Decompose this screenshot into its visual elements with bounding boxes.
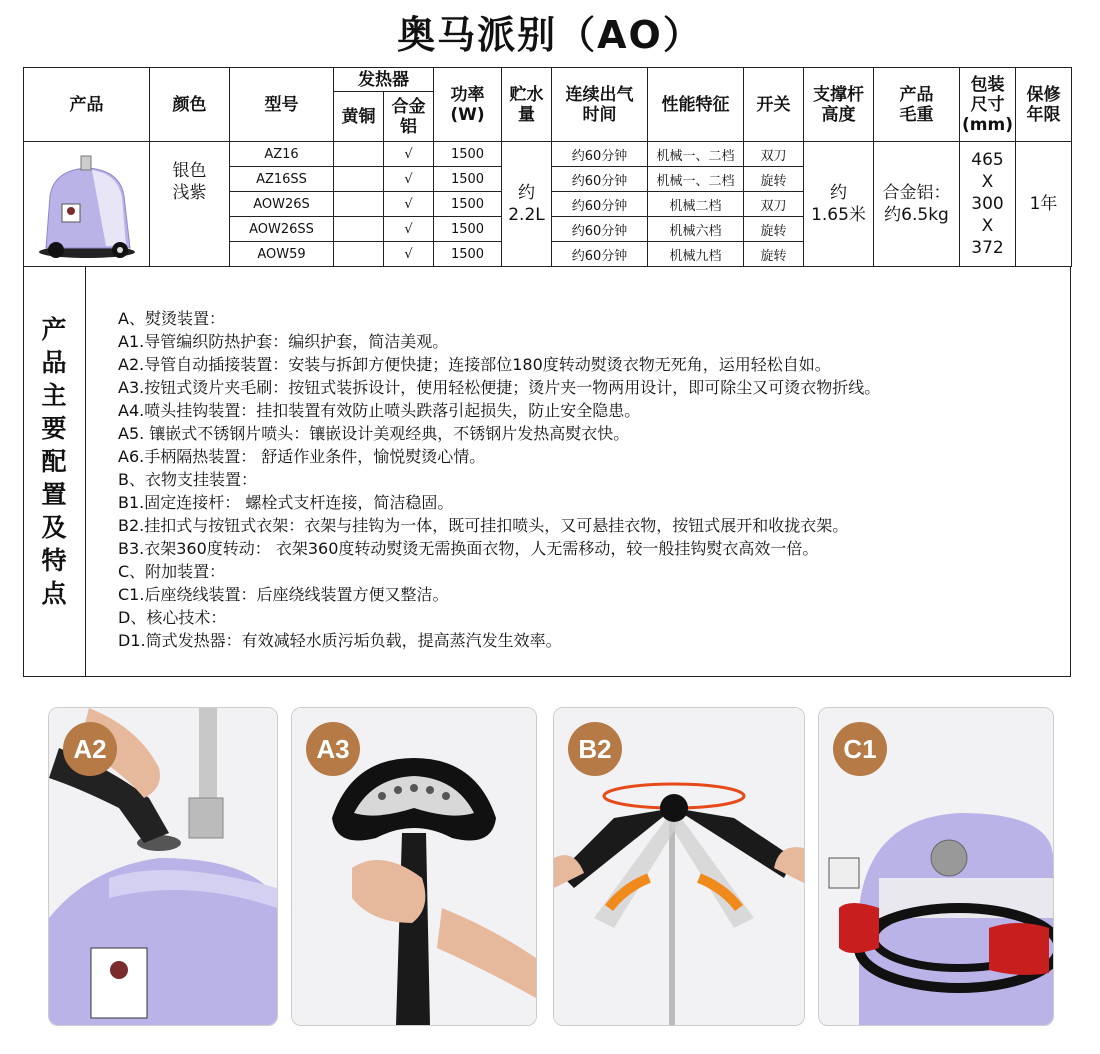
header-color: 颜色 <box>150 68 230 142</box>
switch-cell: 旋转 <box>744 242 804 267</box>
header-warranty: 保修 年限 <box>1016 68 1072 142</box>
feature-line: D1.筒式发热器：有效减轻水质污垢负载，提高蒸汽发生效率。 <box>118 631 562 650</box>
model-cell: AOW59 <box>230 242 334 267</box>
header-model: 型号 <box>230 68 334 142</box>
feature-line: D、核心技术： <box>118 608 227 627</box>
steamer-icon <box>32 148 142 260</box>
header-power: 功率 (W) <box>434 68 502 142</box>
pole-height-cell: 约 1.65米 <box>804 142 874 267</box>
steam-time-cell: 约60分钟 <box>552 142 648 167</box>
switch-cell: 旋转 <box>744 217 804 242</box>
color-cell: 银色 浅紫 <box>150 142 230 267</box>
power-cell: 1500 <box>434 167 502 192</box>
steam-time-cell: 约60分钟 <box>552 217 648 242</box>
feature-line: B、衣物支挂装置： <box>118 470 257 489</box>
steam-time-cell: 约60分钟 <box>552 192 648 217</box>
header-alloy: 合金 铝 <box>384 92 434 142</box>
feature-cell: 机械六档 <box>648 217 744 242</box>
header-brass: 黄铜 <box>334 92 384 142</box>
feature-line: B2.挂扣式与按钮式衣架：衣架与挂钩为一体，既可挂扣喷头，又可悬挂衣物，按钮式展开和收拢衣架。 <box>118 516 849 535</box>
header-feature: 性能特征 <box>648 68 744 142</box>
header-pole-height: 支撑杆 高度 <box>804 68 874 142</box>
header-product: 产品 <box>24 68 150 142</box>
photo-a2 <box>48 707 278 1026</box>
product-image <box>24 142 150 267</box>
alloy-cell: √ <box>384 217 434 242</box>
feature-line: A6.手柄隔热装置： 舒适作业条件，愉悦熨烫心情。 <box>118 447 486 466</box>
badge-a2: A2 <box>63 722 117 776</box>
header-steam-time: 连续出气 时间 <box>552 68 648 142</box>
side-label-char: 要 <box>41 414 67 443</box>
photo-strip <box>0 707 1100 1027</box>
side-label-char: 产 <box>41 315 67 344</box>
page-title: 奥马派别（AO） <box>397 13 703 57</box>
feature-line: C1.后座绕线装置：后座绕线装置方便又整洁。 <box>118 585 449 604</box>
badge-b2: B2 <box>568 722 622 776</box>
photo-b2 <box>553 707 805 1026</box>
switch-cell: 双刀 <box>744 192 804 217</box>
alloy-cell: √ <box>384 192 434 217</box>
header-package-size: 包装 尺寸 (mm) <box>960 68 1016 142</box>
feature-line: A3.按钮式烫片夹毛刷：按钮式装拆设计，使用轻松便捷；烫片夹一物两用设计，即可除尘又可烫衣物折线。 <box>118 378 881 397</box>
model-cell: AZ16 <box>230 142 334 167</box>
side-label-char: 点 <box>41 579 67 608</box>
side-label-char: 配 <box>41 447 67 476</box>
side-label-char: 品 <box>41 348 67 377</box>
model-cell: AOW26S <box>230 192 334 217</box>
photo-a3 <box>291 707 537 1026</box>
header-heater: 发热器 <box>334 68 434 92</box>
side-label-char: 置 <box>41 480 67 509</box>
model-cell: AZ16SS <box>230 167 334 192</box>
power-cell: 1500 <box>434 242 502 267</box>
feature-line: C、附加装置： <box>118 562 226 581</box>
switch-cell: 旋转 <box>744 167 804 192</box>
header-weight: 产品 毛重 <box>874 68 960 142</box>
brass-cell <box>334 167 384 192</box>
brass-cell <box>334 192 384 217</box>
power-cell: 1500 <box>434 142 502 167</box>
spec-table <box>23 67 1072 267</box>
power-cell: 1500 <box>434 192 502 217</box>
switch-cell: 双刀 <box>744 142 804 167</box>
brass-cell <box>334 142 384 167</box>
feature-line: A1.导管编织防热护套：编织护套，简洁美观。 <box>118 332 449 351</box>
photo-c1 <box>818 707 1054 1026</box>
feature-line: A5. 镶嵌式不锈钢片喷头：镶嵌设计美观经典，不锈钢片发热高熨衣快。 <box>118 424 630 443</box>
features-list <box>118 307 1058 652</box>
alloy-cell: √ <box>384 142 434 167</box>
warranty-cell: 1年 <box>1016 142 1072 267</box>
model-cell: AOW26SS <box>230 217 334 242</box>
power-cell: 1500 <box>434 217 502 242</box>
feature-cell: 机械一、二档 <box>648 142 744 167</box>
side-label-char: 主 <box>41 381 67 410</box>
side-label-char: 特 <box>41 546 67 575</box>
feature-line: B3.衣架360度转动： 衣架360度转动熨烫无需换面衣物，人无需移动，较一般挂钩熨衣高效一倍。 <box>118 539 819 558</box>
feature-cell: 机械二档 <box>648 192 744 217</box>
features-panel <box>23 266 1071 677</box>
header-water: 贮水 量 <box>502 68 552 142</box>
badge-a3: A3 <box>306 722 360 776</box>
brass-cell <box>334 242 384 267</box>
steam-time-cell: 约60分钟 <box>552 242 648 267</box>
side-label-char: 及 <box>41 513 67 542</box>
feature-line: A4.喷头挂钩装置：挂扣装置有效防止喷头跌落引起损失，防止安全隐患。 <box>118 401 641 420</box>
package-size-cell: 465 X 300 X 372 <box>960 142 1016 267</box>
feature-line: A、熨烫装置： <box>118 309 225 328</box>
alloy-cell: √ <box>384 167 434 192</box>
header-switch: 开关 <box>744 68 804 142</box>
feature-line: B1.固定连接杆： 螺栓式支杆连接，简洁稳固。 <box>118 493 454 512</box>
feature-cell: 机械九档 <box>648 242 744 267</box>
brass-cell <box>334 217 384 242</box>
alloy-cell: √ <box>384 242 434 267</box>
steam-time-cell: 约60分钟 <box>552 167 648 192</box>
feature-line: A2.导管自动插接装置：安装与拆卸方便快捷；连接部位180度转动熨烫衣物无死角，运用轻松自如。 <box>118 355 831 374</box>
badge-c1: C1 <box>833 722 887 776</box>
feature-cell: 机械一、二档 <box>648 167 744 192</box>
features-side-label <box>24 267 86 676</box>
weight-cell: 合金铝： 约6.5kg <box>874 142 960 267</box>
water-capacity-cell: 约 2.2L <box>502 142 552 267</box>
